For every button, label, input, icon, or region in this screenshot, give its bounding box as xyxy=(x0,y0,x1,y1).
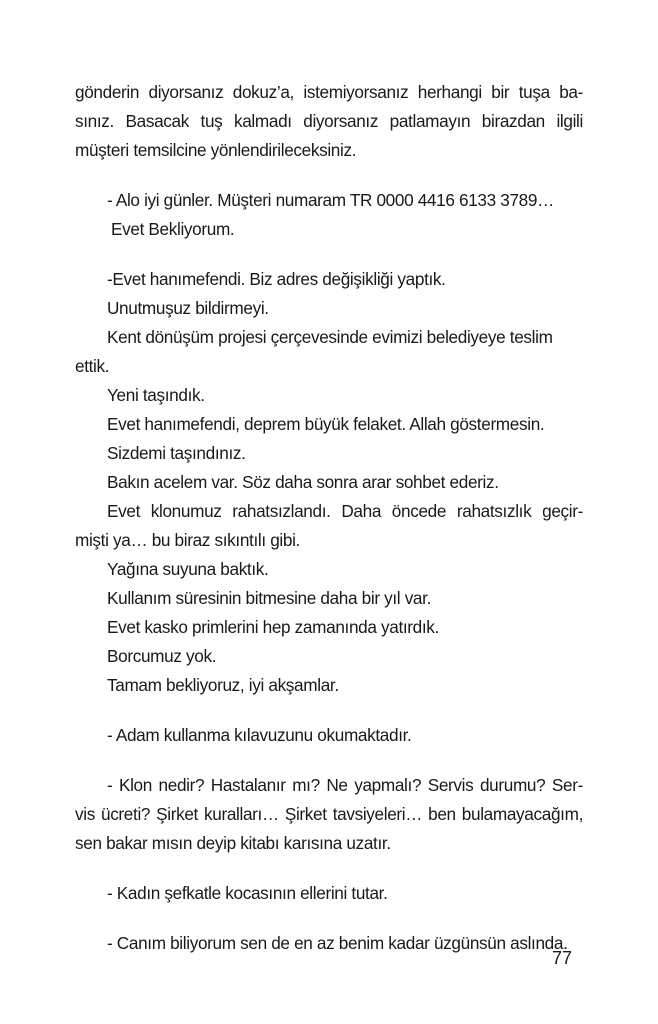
dialogue-line: Yağına suyuna baktık. xyxy=(107,559,269,579)
dialogue-line: Sizdemi taşındınız. xyxy=(107,443,246,463)
dialogue-line: Bakın acelem var. Söz daha sonra arar sohbet ederiz. xyxy=(107,472,499,492)
text-line: sınız. Basacak tuş kalmadı diyorsanız patlamayın birazdan ilgili xyxy=(75,111,583,131)
narration-line: - Adam kullanma kılavuzunu okumaktadır. xyxy=(107,725,412,745)
dialogue-line: Tamam bekliyoruz, iyi akşamlar. xyxy=(107,675,339,695)
dialogue-line: Kent dönüşüm projesi çerçevesinde evimizi belediyeye teslim xyxy=(107,327,553,347)
questions-paragraph xyxy=(75,771,583,858)
dialogue-line: -Evet hanımefendi. Biz adres değişikliği yaptık. xyxy=(107,269,446,289)
book-page xyxy=(75,78,583,958)
paragraph-spacer xyxy=(75,244,583,265)
call-intro xyxy=(75,186,583,244)
dialogue-line: Yeni taşındık. xyxy=(107,385,205,405)
dialogue-line: Evet hanımefendi, deprem büyük felaket. Allah göstermesin. xyxy=(107,414,545,434)
paragraph-spacer xyxy=(75,700,583,721)
paragraph-spacer xyxy=(75,858,583,879)
narration-line: - Kadın şefkatle kocasının ellerini tutar. xyxy=(107,883,388,903)
dialogue-line: Evet klonumuz rahatsızlandı. Daha öncede rahatsızlık geçir- xyxy=(107,501,583,521)
text-line: Evet Bekliyorum. xyxy=(111,219,235,239)
dialogue-line: Kullanım süresinin bitmesine daha bir yıl var. xyxy=(107,588,431,608)
paragraph-spacer xyxy=(75,750,583,771)
dialogue-line: ettik. xyxy=(75,356,110,376)
page-number: 77 xyxy=(552,948,573,968)
text-line: sen bakar mısın deyip kitabı karısına uzatır. xyxy=(75,833,391,853)
dialogue-line: mişti ya… bu biraz sıkıntılı gibi. xyxy=(75,530,300,550)
opening-paragraph xyxy=(75,78,583,165)
dialogue-line: Evet kasko primlerini hep zamanında yatırdık. xyxy=(107,617,439,637)
paragraph-spacer xyxy=(75,908,583,929)
text-line: müşteri temsilcine yönlendirileceksiniz. xyxy=(75,140,357,160)
dialogue-line: Unutmuşuz bildirmeyi. xyxy=(107,298,269,318)
phone-dialogue xyxy=(75,265,583,700)
text-line: - Alo iyi günler. Müşteri numaram TR 0000 4416 6133 3789… xyxy=(107,190,554,210)
paragraph-spacer xyxy=(75,165,583,186)
closing-line: - Canım biliyorum sen de en az benim kadar üzgünsün aslında. xyxy=(107,933,568,953)
dialogue-line: Borcumuz yok. xyxy=(107,646,217,666)
text-line: vis ücreti? Şirket kuralları… Şirket tavsiyeleri… ben bulamayacağım, xyxy=(75,804,583,824)
text-line: gönderin diyorsanız dokuz’a, istemiyorsanız herhangi bir tuşa ba- xyxy=(75,82,583,102)
text-line: - Klon nedir? Hastalanır mı? Ne yapmalı? Servis durumu? Ser- xyxy=(107,775,583,795)
